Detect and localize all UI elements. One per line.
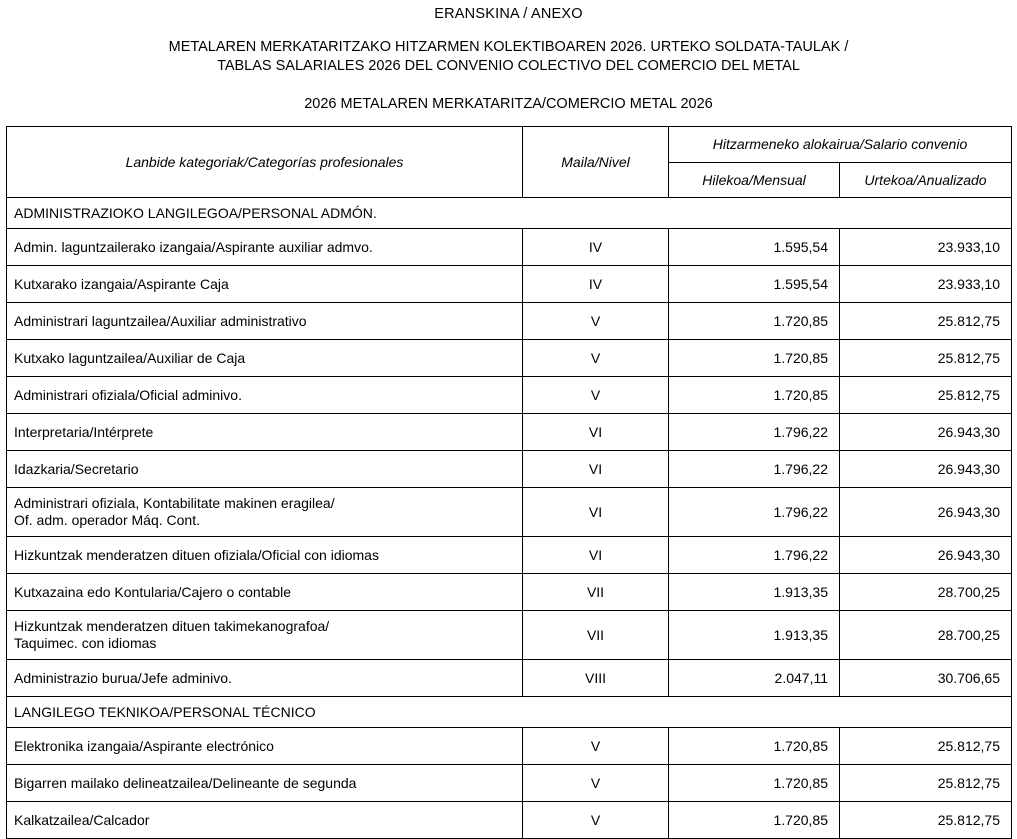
cell-monthly: 1.913,35 <box>669 611 840 660</box>
cell-annual: 30.706,65 <box>840 660 1012 697</box>
cell-annual: 25.812,75 <box>840 377 1012 414</box>
column-header-annual: Urtekoa/Anualizado <box>840 162 1012 198</box>
column-header-monthly: Hilekoa/Mensual <box>669 162 840 198</box>
main-title <box>129 38 889 76</box>
cell-level: VII <box>523 574 669 611</box>
cell-category: Kalkatzailea/Calcador <box>7 802 523 839</box>
cell-monthly: 1.796,22 <box>669 488 840 537</box>
cell-annual: 26.943,30 <box>840 414 1012 451</box>
salary-table-body <box>7 198 1012 839</box>
cell-category: Kutxarako izangaia/Aspirante Caja <box>7 266 523 303</box>
cell-monthly: 1.796,22 <box>669 414 840 451</box>
cell-annual: 28.700,25 <box>840 611 1012 660</box>
cell-level: IV <box>523 266 669 303</box>
cell-category: Hizkuntzak menderatzen dituen takimekanografoa/ Taquimec. con idiomas <box>7 611 523 660</box>
cell-category: Idazkaria/Secretario <box>7 451 523 488</box>
document-header <box>0 0 1017 112</box>
cell-category: Admin. laguntzailerako izangaia/Aspirante auxiliar admvo. <box>7 229 523 266</box>
cell-level: VII <box>523 611 669 660</box>
cell-level: VI <box>523 488 669 537</box>
cell-category: Bigarren mailako delineatzailea/Delineante de segunda <box>7 765 523 802</box>
table-row <box>7 728 1012 765</box>
cell-category: Elektronika izangaia/Aspirante electrónico <box>7 728 523 765</box>
cell-category: Interpretaria/Intérprete <box>7 414 523 451</box>
table-row <box>7 377 1012 414</box>
table-row <box>7 303 1012 340</box>
cell-level: VIII <box>523 660 669 697</box>
main-title-line-1: METALAREN MERKATARITZAKO HITZARMEN KOLEKTIBOAREN 2026. URTEKO SOLDATA-TAULAK / <box>168 39 849 55</box>
cell-annual: 25.812,75 <box>840 303 1012 340</box>
cell-monthly: 2.047,11 <box>669 660 840 697</box>
cell-level: V <box>523 377 669 414</box>
table-header-row-1 <box>7 127 1012 163</box>
cell-annual: 25.812,75 <box>840 728 1012 765</box>
table-section-row <box>7 697 1012 728</box>
cell-level: IV <box>523 229 669 266</box>
table-row <box>7 488 1012 537</box>
cell-monthly: 1.720,85 <box>669 765 840 802</box>
cell-monthly: 1.720,85 <box>669 303 840 340</box>
table-row <box>7 229 1012 266</box>
salary-table <box>6 126 1012 839</box>
table-row <box>7 802 1012 839</box>
cell-category: Administrazio burua/Jefe adminivo. <box>7 660 523 697</box>
table-section-row <box>7 198 1012 229</box>
cell-monthly: 1.720,85 <box>669 802 840 839</box>
cell-annual: 25.812,75 <box>840 802 1012 839</box>
column-header-level: Maila/Nivel <box>523 127 669 198</box>
cell-monthly: 1.913,35 <box>669 574 840 611</box>
table-row <box>7 340 1012 377</box>
section-label: LANGILEGO TEKNIKOA/PERSONAL TÉCNICO <box>7 697 1012 728</box>
cell-annual: 25.812,75 <box>840 765 1012 802</box>
annex-title: ERANSKINA / ANEXO <box>434 6 583 22</box>
column-header-salary-group: Hitzarmeneko alokairua/Salario convenio <box>669 127 1012 163</box>
cell-monthly: 1.720,85 <box>669 340 840 377</box>
table-row <box>7 765 1012 802</box>
cell-level: V <box>523 340 669 377</box>
cell-category: Kutxako laguntzailea/Auxiliar de Caja <box>7 340 523 377</box>
cell-annual: 26.943,30 <box>840 488 1012 537</box>
table-row <box>7 611 1012 660</box>
table-row <box>7 574 1012 611</box>
cell-category: Administrari ofiziala, Kontabilitate makinen eragilea/ Of. adm. operador Máq. Cont. <box>7 488 523 537</box>
cell-annual: 23.933,10 <box>840 229 1012 266</box>
table-row <box>7 414 1012 451</box>
cell-level: V <box>523 802 669 839</box>
cell-level: V <box>523 303 669 340</box>
cell-category: Administrari laguntzailea/Auxiliar administrativo <box>7 303 523 340</box>
section-label: ADMINISTRAZIOKO LANGILEGOA/PERSONAL ADMÓN. <box>7 198 1012 229</box>
cell-annual: 26.943,30 <box>840 537 1012 574</box>
cell-level: VI <box>523 451 669 488</box>
cell-annual: 28.700,25 <box>840 574 1012 611</box>
cell-category: Hizkuntzak menderatzen dituen ofiziala/Oficial con idiomas <box>7 537 523 574</box>
table-row <box>7 266 1012 303</box>
cell-annual: 23.933,10 <box>840 266 1012 303</box>
cell-level: V <box>523 765 669 802</box>
cell-monthly: 1.796,22 <box>669 451 840 488</box>
cell-level: V <box>523 728 669 765</box>
column-header-category: Lanbide kategoriak/Categorías profesionales <box>7 127 523 198</box>
cell-monthly: 1.720,85 <box>669 728 840 765</box>
cell-category: Administrari ofiziala/Oficial adminivo. <box>7 377 523 414</box>
cell-monthly: 1.720,85 <box>669 377 840 414</box>
salary-table-head <box>7 127 1012 198</box>
table-row <box>7 537 1012 574</box>
table-row <box>7 660 1012 697</box>
cell-monthly: 1.796,22 <box>669 537 840 574</box>
cell-annual: 25.812,75 <box>840 340 1012 377</box>
cell-monthly: 1.595,54 <box>669 266 840 303</box>
cell-level: VI <box>523 537 669 574</box>
table-row <box>7 451 1012 488</box>
cell-level: VI <box>523 414 669 451</box>
cell-category: Kutxazaina edo Kontularia/Cajero o contable <box>7 574 523 611</box>
main-title-line-2: TABLAS SALARIALES 2026 DEL CONVENIO COLECTIVO DEL COMERCIO DEL METAL <box>217 58 800 74</box>
sub-title: 2026 METALAREN MERKATARITZA/COMERCIO METAL 2026 <box>304 96 713 112</box>
cell-annual: 26.943,30 <box>840 451 1012 488</box>
cell-monthly: 1.595,54 <box>669 229 840 266</box>
